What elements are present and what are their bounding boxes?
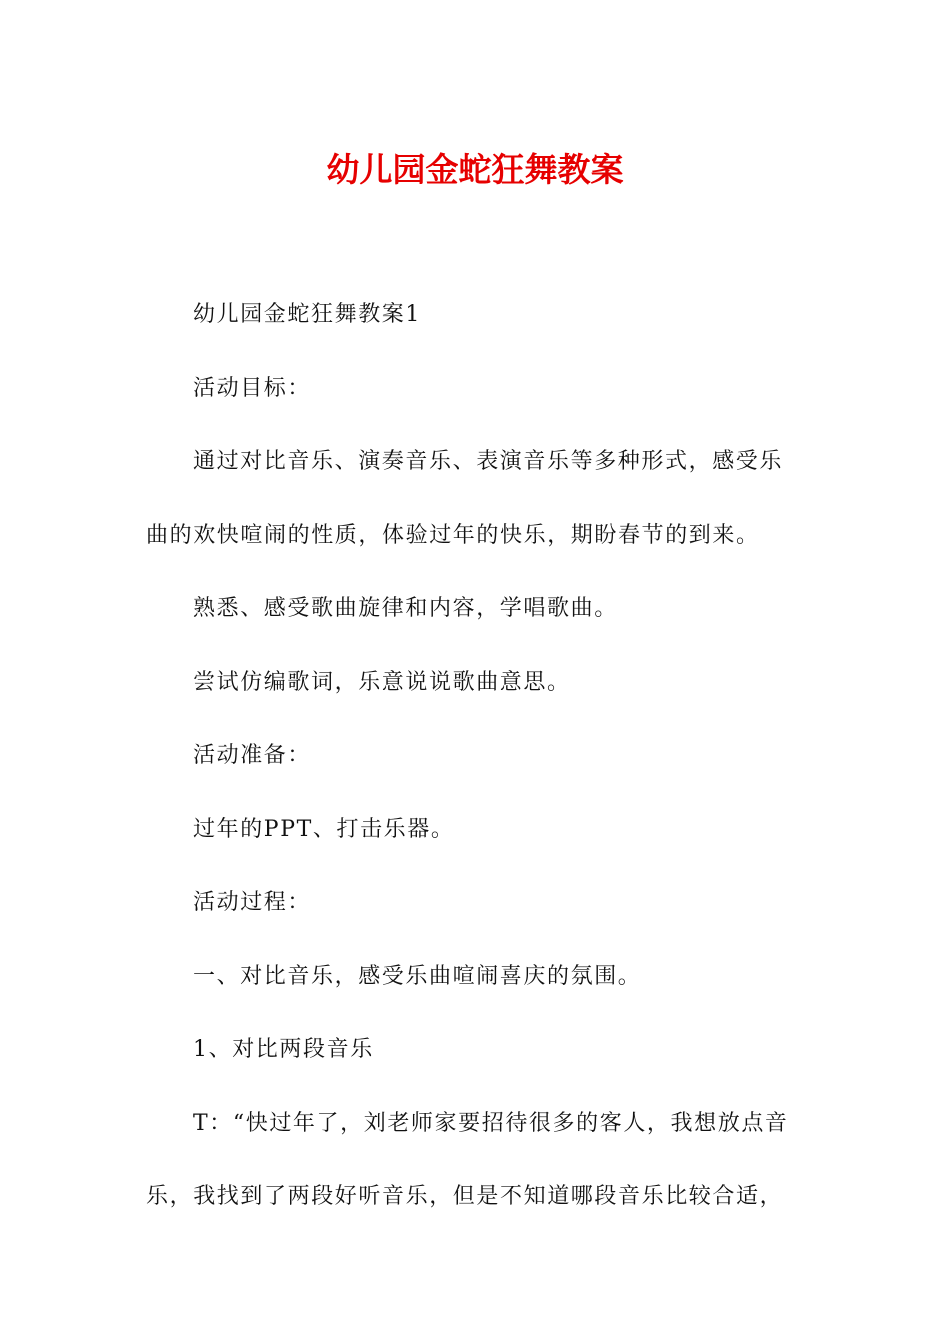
document-title: 幼儿园金蛇狂舞教案 [326, 150, 624, 189]
paragraph-substep-1: 1、对比两段音乐 [193, 1037, 374, 1062]
document-body [146, 278, 806, 1234]
paragraph-goals-label: 活动目标： [193, 375, 312, 401]
paragraph-step-1: 一、对比音乐，感受乐曲喧闹喜庆的氛围。 [193, 963, 642, 989]
paragraph-teacher-dialogue: T：“快过年了，刘老师家要招待很多的客人，我想放点音乐，我找到了两段好听音乐，但是不知道哪段音乐比较合适， [146, 1110, 789, 1209]
paragraph-goal-3: 尝试仿编歌词，乐意说说歌曲意思。 [193, 669, 571, 695]
paragraph-goal-2: 熟悉、感受歌曲旋律和内容，学唱歌曲。 [193, 596, 618, 621]
paragraph-process-label: 活动过程： [193, 890, 312, 915]
paragraph-goal-1: 通过对比音乐、演奏音乐、表演音乐等多种形式，感受乐曲的欢快喧闹的性质，体验过年的快乐，期盼春节的到来。 [146, 449, 784, 548]
paragraph-prep-label: 活动准备： [193, 743, 312, 768]
paragraph-heading: 幼儿园金蛇狂舞教案1 [193, 302, 421, 327]
paragraph-prep-items: 过年的PPT、打击乐器。 [193, 816, 455, 842]
